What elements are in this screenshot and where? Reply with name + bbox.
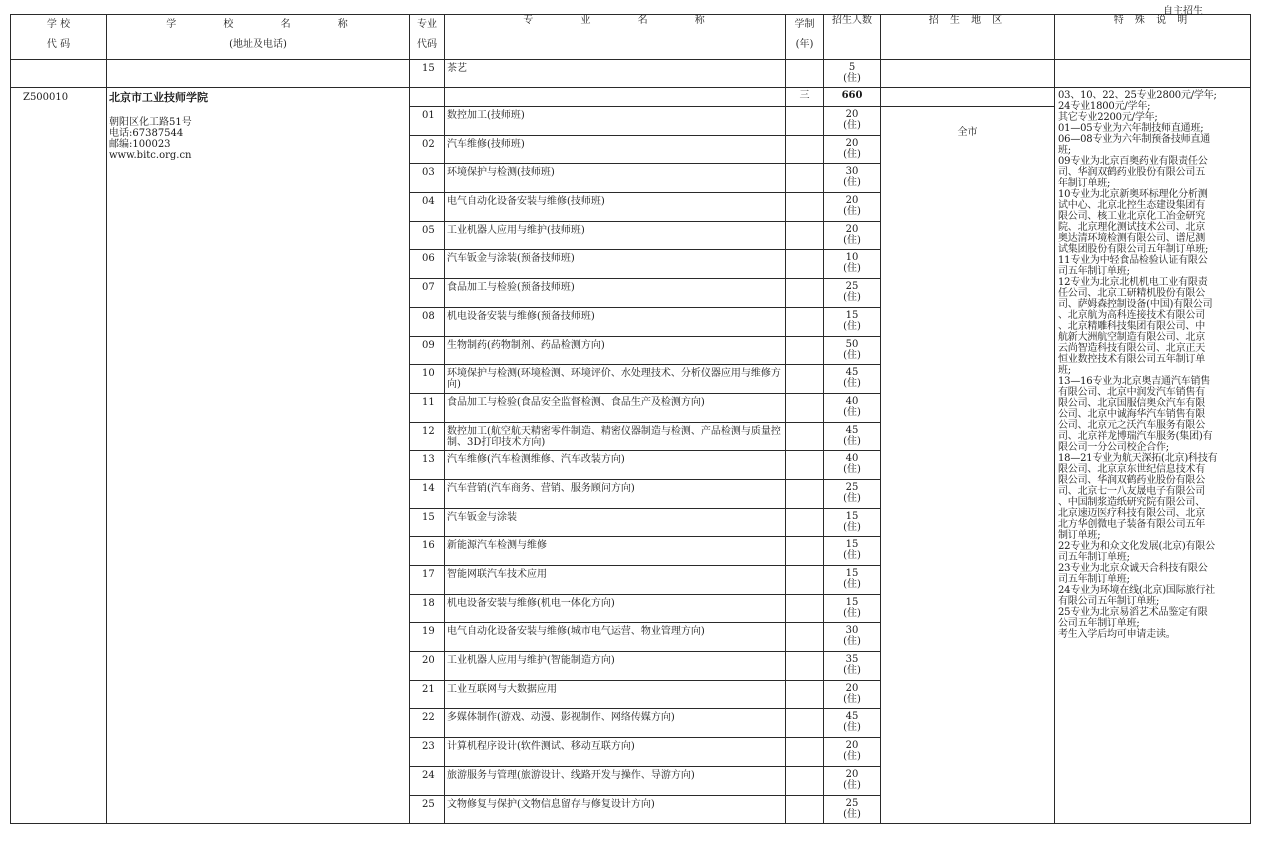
major-count: 45 (住) — [824, 365, 881, 394]
major-count: 30 (住) — [824, 164, 881, 193]
major-count: 35 (住) — [824, 652, 881, 681]
major-name: 汽车维修(技师班) — [445, 135, 786, 164]
school-contact-info: 朝阳区化工路51号 电话:67387544 邮编:100023 www.bitc.org.cn — [109, 117, 192, 161]
major-code: 09 — [410, 336, 445, 365]
major-code: 02 — [410, 135, 445, 164]
major-code: 25 — [410, 795, 445, 824]
major-count: 15 (住) — [824, 566, 881, 595]
major-name: 食品加工与检验(食品安全监督检测、食品生产及检测方向) — [445, 393, 786, 422]
major-count: 15 (住) — [824, 594, 881, 623]
major-code: 14 — [410, 479, 445, 508]
school-years: 三 — [786, 88, 824, 107]
major-name: 工业互联网与大数据应用 — [445, 680, 786, 709]
major-count: 50 (住) — [824, 336, 881, 365]
major-code: 01 — [410, 107, 445, 136]
major-code: 07 — [410, 279, 445, 308]
header-major-name: 专 业 名 称 — [445, 15, 786, 60]
major-code: 06 — [410, 250, 445, 279]
major-code: 21 — [410, 680, 445, 709]
major-count: 30 (住) — [824, 623, 881, 652]
major-code: 12 — [410, 422, 445, 451]
major-count: 20 (住) — [824, 107, 881, 136]
major-name: 机电设备安装与维修(预备技师班) — [445, 307, 786, 336]
major-name: 生物制药(药物制剂、药品检测方向) — [445, 336, 786, 365]
school-row — [11, 88, 1251, 107]
enrollment-table — [10, 14, 1251, 824]
major-name: 机电设备安装与维修(机电一体化方向) — [445, 594, 786, 623]
major-count: 45 (住) — [824, 709, 881, 738]
major-code: 22 — [410, 709, 445, 738]
major-count: 20 (住) — [824, 738, 881, 767]
prev-major-code: 15 — [410, 60, 445, 88]
major-name: 电气自动化设备安装与维修(城市电气运营、物业管理方向) — [445, 623, 786, 652]
header-notes: 特 殊 说 明 — [1055, 15, 1251, 60]
major-count: 25 (住) — [824, 795, 881, 824]
special-notes: 03、10、22、25专业2800元/学年; 24专业1800元/学年; 其它专业2200元/学年; 01—05专业为六年制技师直通班; 06—08专业为六年制预备技师直通 班; 09专业为北京百奥药业有限责任公 司、华润双鹤药业股份有限公司五 年制订单班; 10专业为北京新奥环标理化分析测 试中心、北京北控生态建设集团有 限公司、核工业北京化工冶金研究 院、北京理化测试技术公司、北京 奥达清环境检测有限公司、谱尼测 试集团股份有限公司五年制订单班; 11专业为中轻食品检验认证有限公 司五年制订单班; 12专业为北京北机机电工业有限责 任公司、北京工研精机股份有限公 司、萨姆森控制设备(中国)有限公司 、北京航为高科连接技术有限公司 、北京精雕科技集团有限公司、中 航新大洲航空制造有限公司、北京 云尚智造科技有限公司、北京正天 恒业数控技术有限公司五年制订单 班; 13—16专业为北京奥吉通汽车销售 有限公司、北京中润发汽车销售有 限公司、北京国服信奥众汽车有限 公司、北京中诚海华汽车销售有限 公司、北京元之沃汽车服务有限公 司、北京祥龙博瑞汽车服务(集团)有 限公司一分公司校企合作; 18—21专业为航天深拓(北京)科技有 限公司、北京京东世纪信息技术有 限公司、华润双鹤药业股份有限公 司、北京七一八友晟电子有限公司 、中国制浆造纸研究院有限公司、 北京速迈医疗科技有限公司、北京 北方华创微电子装备有限公司五年 制订单班; 22专业为和众文化发展(北京)有限公 司五年制订单班; 23专业为北京众诚天合科技有限公 司五年制订单班; 24专业为环境在线(北京)国际旅行社 有限公司五年制订单班; 25专业为北京易滔艺术品鉴定有限 公司五年制订单班; 考生入学后均可申请走读。 — [1055, 88, 1251, 824]
major-code: 24 — [410, 766, 445, 795]
header-enrollment: 招生人数 — [824, 15, 881, 60]
top-note: 自主招生 — [1163, 6, 1203, 17]
major-count: 20 (住) — [824, 221, 881, 250]
major-code: 16 — [410, 537, 445, 566]
major-name: 汽车钣金与涂装 — [445, 508, 786, 537]
header-row — [11, 15, 1251, 60]
prev-school-row — [11, 60, 1251, 88]
major-count: 20 (住) — [824, 680, 881, 709]
major-name: 汽车钣金与涂装(预备技师班) — [445, 250, 786, 279]
header-years: 学制 (年) — [786, 15, 824, 60]
major-count: 45 (住) — [824, 422, 881, 451]
major-count: 20 (住) — [824, 135, 881, 164]
major-name: 汽车维修(汽车检测维修、汽车改装方向) — [445, 451, 786, 480]
major-name: 数控加工(航空航天精密零件制造、精密仪器制造与检测、产品检测与质量控制、3D打印技术方向) — [445, 422, 786, 451]
major-name: 工业机器人应用与维护(技师班) — [445, 221, 786, 250]
major-count: 40 (住) — [824, 451, 881, 480]
major-code: 05 — [410, 221, 445, 250]
major-name: 食品加工与检验(预备技师班) — [445, 279, 786, 308]
major-name: 旅游服务与管理(旅游设计、线路开发与操作、导游方向) — [445, 766, 786, 795]
major-name: 电气自动化设备安装与维修(技师班) — [445, 193, 786, 222]
major-name: 数控加工(技师班) — [445, 107, 786, 136]
major-count: 15 (住) — [824, 307, 881, 336]
major-code: 20 — [410, 652, 445, 681]
major-count: 20 (住) — [824, 193, 881, 222]
major-code: 13 — [410, 451, 445, 480]
major-count: 20 (住) — [824, 766, 881, 795]
major-name: 环境保护与检测(技师班) — [445, 164, 786, 193]
school-name: 北京市工业技师学院 — [109, 91, 208, 104]
major-count: 25 (住) — [824, 279, 881, 308]
school-name-cell — [107, 88, 410, 824]
major-code: 10 — [410, 365, 445, 394]
prev-major-name: 茶艺 — [445, 60, 786, 88]
major-code: 19 — [410, 623, 445, 652]
header-major-code: 专业 代码 — [410, 15, 445, 60]
header-school-name: 学 校 名 称 (地址及电话) — [107, 15, 410, 60]
major-code: 03 — [410, 164, 445, 193]
major-count: 25 (住) — [824, 479, 881, 508]
major-name: 智能网联汽车技术应用 — [445, 566, 786, 595]
school-total-enrollment: 660 — [824, 88, 881, 107]
prev-major-count: 5 (住) — [824, 60, 881, 88]
major-count: 15 (住) — [824, 508, 881, 537]
major-name: 环境保护与检测(环境检测、环境评价、水处理技术、分析仪器应用与维修方向) — [445, 365, 786, 394]
region: 全市 — [881, 107, 1055, 824]
major-code: 15 — [410, 508, 445, 537]
major-count: 15 (住) — [824, 537, 881, 566]
school-code: Z500010 — [11, 88, 107, 824]
major-code: 23 — [410, 738, 445, 767]
major-code: 17 — [410, 566, 445, 595]
header-region: 招 生 地 区 — [881, 15, 1055, 60]
major-code: 04 — [410, 193, 445, 222]
major-name: 多媒体制作(游戏、动漫、影视制作、网络传媒方向) — [445, 709, 786, 738]
major-name: 文物修复与保护(文物信息留存与修复设计方向) — [445, 795, 786, 824]
major-count: 40 (住) — [824, 393, 881, 422]
major-name: 工业机器人应用与维护(智能制造方向) — [445, 652, 786, 681]
major-code: 11 — [410, 393, 445, 422]
major-code: 08 — [410, 307, 445, 336]
major-name: 计算机程序设计(软件测试、移动互联方向) — [445, 738, 786, 767]
header-school-code: 学 校 代 码 — [11, 15, 107, 60]
major-code: 18 — [410, 594, 445, 623]
major-name: 汽车营销(汽车商务、营销、服务顾问方向) — [445, 479, 786, 508]
major-count: 10 (住) — [824, 250, 881, 279]
major-name: 新能源汽车检测与维修 — [445, 537, 786, 566]
